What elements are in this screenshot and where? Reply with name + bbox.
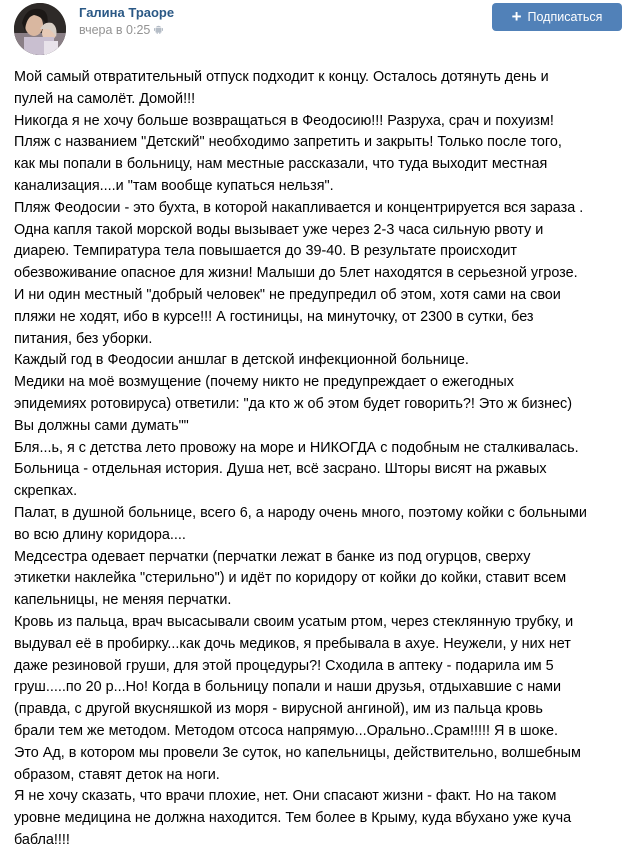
- subscribe-label: Подписаться: [527, 10, 603, 24]
- text-line: скрепках.: [14, 483, 78, 500]
- text-line: выдувал её в пробирку...как дочь медиков, я пребывала в ахуе. Неужели, у них нет: [14, 635, 571, 652]
- text-line: (правда, с другой вкусняшкой из моря - вирусной ангиной), им из пальца кровь: [14, 701, 543, 718]
- text-line: брали тем же методом. Методом отсоса напрямую...Орально..Срам!!!!! Я в шоке.: [14, 722, 558, 739]
- text-line: обезвоживание опасное для жизни! Малыши до 5лет находятся в серьезной угрозе.: [14, 265, 578, 282]
- text-line: Каждый год в Феодосии аншлаг в детской инфекционной больнице.: [14, 352, 469, 369]
- text-line: И ни один местный "добрый человек" не предупредил об этом, хотя сами на свои: [14, 286, 561, 303]
- text-line: Бля...ь, я с детства лето провожу на море и НИКОГДА с подобным не сталкивалась.: [14, 439, 579, 456]
- subscribe-button[interactable]: [492, 3, 622, 31]
- text-line: уровне медицина не должна находится. Тем более в Крыму, куда вбухано уже куча: [14, 810, 572, 827]
- post-text: [14, 67, 628, 852]
- text-line: этикетки наклейка "стерильно") и идёт по коридору от койки до койки, ставит всем: [14, 570, 567, 587]
- text-line: даже резиновой груши, для этой процедуры?! Сходила в аптеку - подарила им 5: [14, 657, 554, 674]
- post-header: [0, 0, 634, 60]
- text-line: пляжи не ходят, ибо в курсе!!! А гостиницы, на минуточку, от 2300 в сутки, без: [14, 308, 534, 325]
- avatar[interactable]: [14, 3, 66, 55]
- post-time[interactable]: [79, 23, 163, 37]
- text-line: Вы должны сами думать"": [14, 417, 189, 434]
- text-line: Я не хочу сказать, что врачи плохие, нет. Они спасают жизни - факт. Но на таком: [14, 788, 557, 805]
- text-line: образом, ставят деток на ноги.: [14, 766, 220, 783]
- text-line: Никогда я не хочу больше возвращаться в Феодосию!!! Разруха, срач и похуизм!: [14, 112, 554, 129]
- text-line: Одна капля такой морской воды вызывает уже через 2-3 часа сильную рвоту и: [14, 221, 544, 238]
- avatar-photo: [14, 3, 66, 55]
- text-line: пулей на самолёт. Домой!!!: [14, 90, 196, 107]
- text-line: бабла!!!!: [14, 831, 70, 848]
- text-line: Это Ад, в котором мы провели 3е суток, но капельницы, действительно, волшебным: [14, 744, 581, 761]
- text-line: груш.....по 20 р...Но! Когда в больницу попали и наши друзья, отдыхавшие с нами: [14, 679, 562, 696]
- text-line: Мой самый отвратительный отпуск подходит к концу. Осталось дотянуть день и: [14, 69, 549, 85]
- text-line: канализация....и "там вообще купаться нельзя".: [14, 177, 334, 194]
- text-line: как мы попали в больницу, нам местные рассказали, что туда выходит местная: [14, 156, 548, 173]
- text-line: капельницы, не меняя перчатки.: [14, 592, 232, 609]
- text-line: Палат, в душной больнице, всего 6, а народу очень много, поэтому койки с больными: [14, 504, 587, 521]
- text-line: Кровь из пальца, врач высасывали своим усатым ртом, через стеклянную трубку, и: [14, 613, 574, 630]
- android-icon: [154, 23, 163, 37]
- text-line: во всю длину коридора....: [14, 526, 186, 543]
- text-line: Медики на моё возмущение (почему никто не предупреждает о ежегодных: [14, 374, 514, 391]
- text-line: диарею. Темпиратура тела повышается до 39-40. В результате происходит: [14, 243, 517, 260]
- text-line: эпидемиях ротовируса) ответили: "да кто ж об этом будет говорить?! Это ж бизнес): [14, 395, 573, 412]
- author-name[interactable]: Галина Траоре: [79, 5, 175, 20]
- text-line: Пляж с названием "Детский" необходимо запретить и закрыть! Только после того,: [14, 134, 562, 151]
- text-line: Пляж Феодосии - это бухта, в которой накапливается и концентрируется вся зараза .: [14, 199, 584, 216]
- plus-icon: +: [511, 6, 522, 26]
- text-line: Медсестра одевает перчатки (перчатки лежат в банке из под огурцов, сверху: [14, 548, 531, 565]
- text-line: питания, без уборки.: [14, 330, 153, 347]
- text-line: Больница - отдельная история. Душа нет, всё засрано. Шторы висят на ржавых: [14, 461, 547, 478]
- post-time-text: вчера в 0:25: [79, 23, 151, 37]
